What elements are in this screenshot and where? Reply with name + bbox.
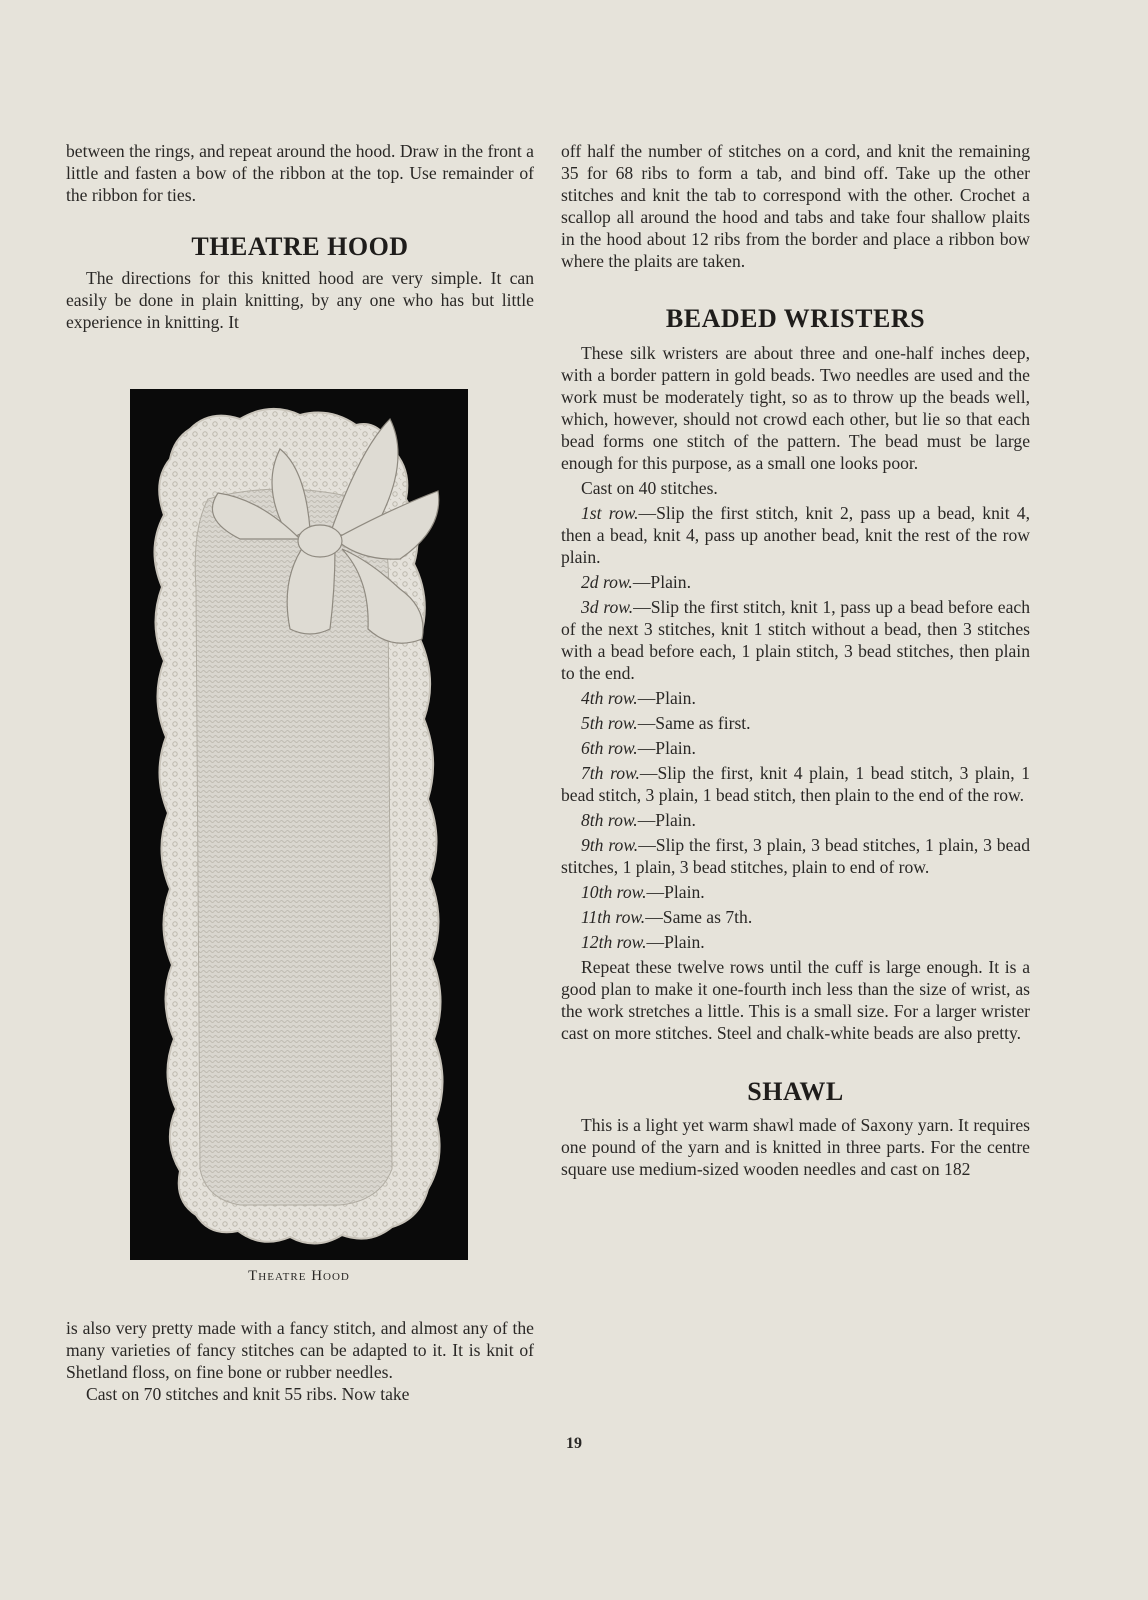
row-instruction — [561, 809, 1030, 831]
row-instruction — [561, 834, 1030, 878]
row-instruction — [561, 571, 1030, 593]
paragraph: This is a light yet warm shawl made of Saxony yarn. It requires one pound of the yarn and is knitted in three parts. For the centre square use medium-sized wooden needles and cast on 182 — [561, 1115, 1030, 1179]
paragraph: The directions for this knitted hood are very simple. It can easily be done in plain knitting, by any one who has but little experience in knitting. It — [66, 268, 534, 332]
row-label: 9th row. — [581, 835, 639, 855]
row-label: 7th row. — [581, 763, 640, 783]
row-instruction — [561, 906, 1030, 928]
paragraph: Repeat these twelve rows until the cuff is large enough. It is a good plan to make it one-fourth inch less than the size of wrist, as the work stretches a little. This is a small size. For a larger wrister cast on more stitches. Steel and chalk-white beads are also pretty. — [561, 957, 1030, 1043]
row-instructions — [561, 502, 1030, 953]
row-instruction — [561, 881, 1030, 903]
section-heading-theatre-hood: THEATRE HOOD — [191, 232, 409, 261]
paragraph: Cast on 70 stitches and knit 55 ribs. Now take — [86, 1384, 410, 1404]
paragraph: Cast on 40 stitches. — [581, 478, 718, 498]
row-label: 6th row. — [581, 738, 638, 758]
right-column — [561, 140, 1030, 1180]
paragraph: off half the number of stitches on a cord, and knit the remaining 35 for 68 ribs to form a tab, and bind off. Take up the other stitches and knit the tab to correspond with the other. Crochet a scallop all around the hood and tabs and take four shallow plaits in the hood about 12 ribs from the border and place a ribbon bow where the plaits are taken. — [561, 141, 1030, 271]
row-text: —Slip the first, 3 plain, 3 bead stitches, 1 plain, 3 bead stitches, 1 plain, 3 bead stitches, plain to end of row. — [561, 835, 1030, 877]
row-label: 11th row. — [581, 907, 646, 927]
paragraph: These silk wristers are about three and one-half inches deep, with a border pattern in gold beads. Two needles are used and the work must be moderately tight, so as to throw up the beads well, which, however, should not crowd each other, but lie so that each bead forms one stitch of the pattern. The bead must be large enough for this purpose, as a small one looks poor. — [561, 343, 1030, 473]
theatre-hood-illustration — [130, 389, 468, 1260]
row-text: —Plain. — [637, 688, 696, 708]
left-column-top — [66, 140, 534, 333]
section-heading-beaded-wristers: BEADED WRISTERS — [665, 304, 926, 333]
row-text: —Slip the first stitch, knit 2, pass up a bead, knit 4, then a bead, knit 4, pass up another bead, knit the rest of the row plain. — [561, 503, 1030, 567]
row-text: —Plain. — [637, 738, 696, 758]
row-instruction — [561, 762, 1030, 806]
left-column-bottom — [66, 1317, 534, 1405]
paragraph: between the rings, and repeat around the hood. Draw in the front a little and fasten a bow of the ribbon at the top. Use remainder of the ribbon for ties. — [66, 141, 534, 205]
row-label: 8th row. — [581, 810, 638, 830]
row-text: —Plain. — [646, 882, 705, 902]
row-label: 4th row. — [581, 688, 638, 708]
row-label: 12th row. — [581, 932, 647, 952]
row-text: —Plain. — [632, 572, 691, 592]
row-instruction — [561, 502, 1030, 568]
row-text: —Plain. — [646, 932, 705, 952]
row-instruction — [561, 737, 1030, 759]
row-label: 1st row. — [581, 503, 639, 523]
row-label: 2d row. — [581, 572, 633, 592]
page-number: 19 — [566, 1435, 582, 1452]
row-label: 3d row. — [581, 597, 634, 617]
figure-caption: Theatre Hood — [248, 1268, 350, 1284]
row-text: —Same as 7th. — [645, 907, 753, 927]
row-instruction — [561, 931, 1030, 953]
row-text: —Slip the first, knit 4 plain, 1 bead stitch, 3 plain, 1 bead stitch, 3 plain, 1 bead stitch, then plain to the end of the row. — [561, 763, 1030, 805]
row-label: 5th row. — [581, 713, 638, 733]
row-text: —Slip the first stitch, knit 1, pass up a bead before each of the next 3 stitches, knit 1 stitch without a bead, then 3 stitches with a bead before each, 1 plain stitch, 3 bead stitches, then plain to the end. — [561, 597, 1030, 683]
paragraph: is also very pretty made with a fancy stitch, and almost any of the many varieties of fancy stitches can be adapted to it. It is knit of Shetland floss, on fine bone or rubber needles. — [66, 1318, 534, 1382]
row-label: 10th row. — [581, 882, 647, 902]
row-text: —Same as first. — [637, 713, 751, 733]
theatre-hood-photo — [130, 389, 468, 1260]
row-text: —Plain. — [637, 810, 696, 830]
row-instruction — [561, 687, 1030, 709]
section-heading-shawl: SHAWL — [747, 1077, 844, 1106]
row-instruction — [561, 596, 1030, 684]
row-instruction — [561, 712, 1030, 734]
